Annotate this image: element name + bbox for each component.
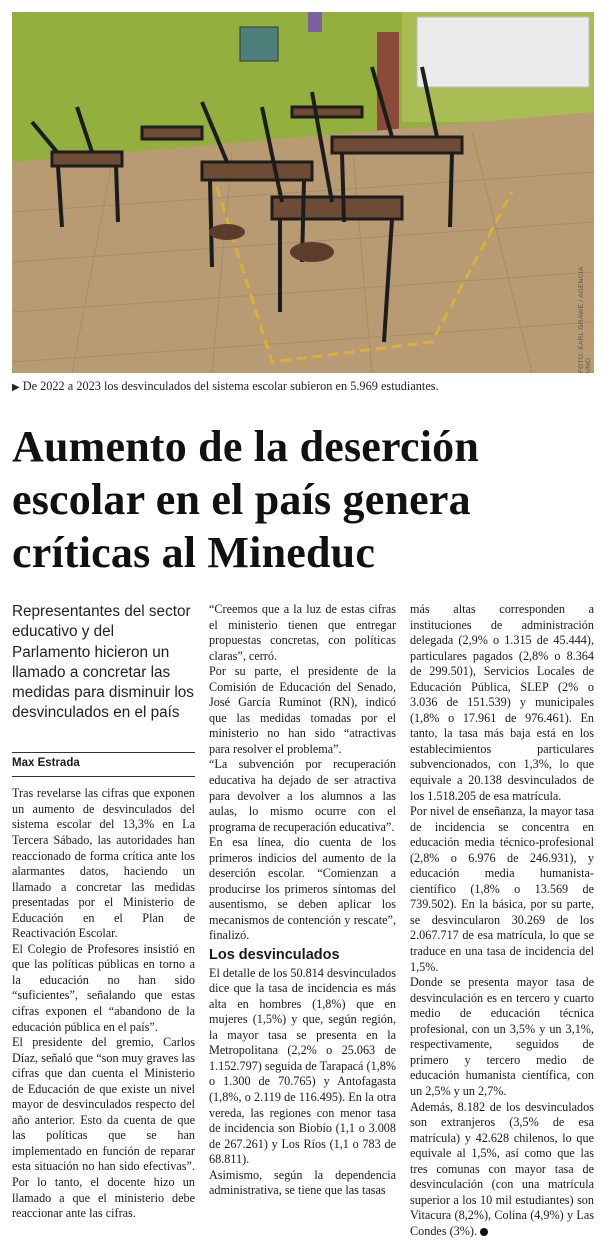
paragraph: Por su parte, el presidente de la Comisión de Educación del Senado, José García Ruminot (RN), indicó que las medidas tomadas por el ministerio no han sido “atractivas para resolver el problema”. [209,664,396,756]
caption-text: De 2022 a 2023 los desvinculados del sistema escolar subieron en 5.969 estudiantes. [22,379,439,393]
photo-caption [12,379,597,394]
column-2 [209,602,396,1199]
final-paragraph-text: Además, 8.182 de los desvinculados son extranjeros (3,5% de esa matrícula) y 42.628 chilenos, lo que equivale al 1,5%, así como que las tres comunas con mayor tasa de desvinculación (con una matrícula superior a los 10 mil estudiantes) son Vitacura (8,2%), Colina (4,9%) y Las Condes (3%). [410,1099,594,1238]
classroom-illustration [12,12,594,373]
headline: Aumento de la deserción escolar en el país genera críticas al Mineduc [12,422,479,577]
column-3 [410,602,594,1239]
paragraph: Tras revelarse las cifras que exponen un aumento de desvinculados del sistema escolar del 13,3% en La Tercera Sábado, las autoridades han reaccionado de forma crítica ante los alarmantes datos, haciendo un llamado a concretar las medidas presentadas por el Ministerio de Educación en el Plan de Reactivación Escolar. [12,786,195,941]
byline: Max Estrada [12,752,195,778]
paragraph: El presidente del gremio, Carlos Díaz, señaló que “son muy graves las cifras que dan cuenta el Ministerio de Educación de que existe un nivel mayor de desvinculados respecto del año anterior. Esto da cuenta de que las políticas que se han implementado en función de reparar esta situación no han sido efectivas”. Por lo tanto, el docente hizo un llamado a que el ministerio debe reaccionar ante las cifras. [12,1035,195,1221]
lead-text: Representantes del sector educativo y del Parlamento hicieron un llamado a concretar las medidas para disminuir los desvinculados en el país [12,603,194,722]
article-photo [12,12,594,373]
photo-credit: FOTO: KARL GRAWE / AGENCIA UNO [578,266,592,373]
column-1 [12,602,195,1222]
paragraph: El Colegio de Profesores insistió en que las políticas públicas en torno a la educación no han sido “suficientes”, señalando que estas cifras exponen el “abandono de la educación pública en el país”. [12,941,195,1034]
paragraph: Por nivel de enseñanza, la mayor tasa de incidencia se concentra en educación media técnico-profesional (2,8% o 6.976 de 246.931), y educación media humanista-científico (1,8% o 13.569 de 739.502). En la básica, por su parte, se desvincularon 30.269 de los 2.067.717 de esa matrícula, lo que se traduce en una tasa de incidencia del 1,5%. [410,804,594,974]
paragraph: “Creemos que a la luz de estas cifras el ministerio tienen que entregar propuestas concretas, con políticas claras”, cerró. [209,602,396,663]
paragraph [410,1100,594,1240]
paragraph: Donde se presenta mayor tasa de desvinculación es en tercero y cuarto medio de educación técnica profesional, con un 3,5% y un 3,1%, respectivamente, seguidos de primero y tercero medio de educación humanista científica, con un 2,5% y un 2,7%. [410,975,594,1098]
paragraph: “La subvención por recuperación educativa ha dejado de ser atractiva para devolver a los alumnos a las aulas, lo mismo ocurre con el programa de recuperación educativa”. [209,757,396,834]
paragraph: más altas corresponden a instituciones de administración delegada (2,9% o 1.315 de 45.444), particulares pagados (2,8% o 8.364 de 299.501), Servicios Locales de Educación Pública, SLEP (2% o 3.036 de 151.539) y municipales (1,8% o 17.961 de 976.461). En tanto, la tasa más baja está en los establecimientos particulares subvencionados, con 1,3%, lo que equivale a 20.138 desvinculados de los 1.518.205 de esa matrícula. [410,602,594,803]
subheading: Los desvinculados [209,947,340,964]
paragraph: En esa línea, dio cuenta de los primeros indicios del aumento de la deserción escolar. “Comienzan a producirse los primeros síntomas del ausentismo, se deben aplicar los mecanismos de contención y rescate”, finalizó. [209,835,396,943]
caption-marker-icon: ▶ [12,382,20,393]
paragraph: El detalle de los 50.814 desvinculados dice que la tasa de incidencia es más alta en hombres (1,8%) que en mujeres (1,5%) y que, según región, la mayor tasa se presenta en la Metropolitana (2,2% o 25.063 de 1.152.797) seguida de Tarapacá (1,8% o 1.300 de 70.765) y Antofagasta (1,8%, o 2.119 de 116.495). En la otra vereda, las regiones con menor tasa de incidencia son Biobío (1,1 o 3.008 de 267.261) y Los Ríos (1,1 o 783 de 68.811). [209,965,396,1167]
paragraph: Asimismo, según la dependencia administrativa, se tiene que las tasas [209,1167,396,1198]
end-mark-icon [480,1228,488,1236]
